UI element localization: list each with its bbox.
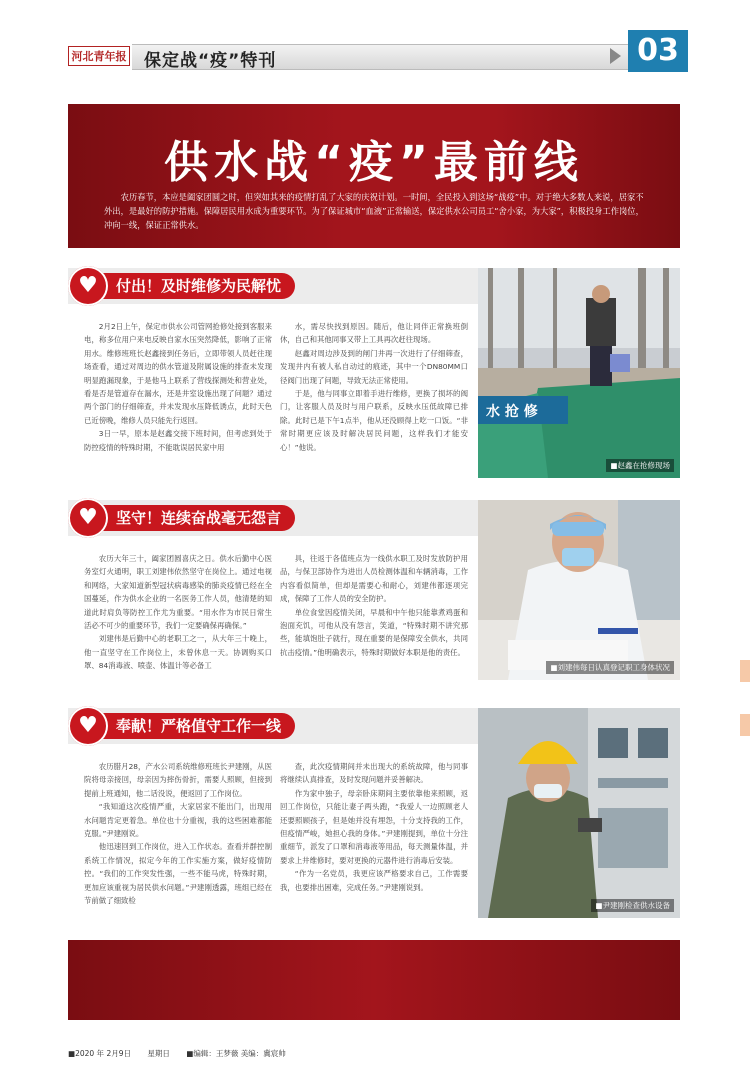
heart-icon: ♥ (68, 706, 108, 746)
article-column (84, 760, 272, 907)
article-column (84, 552, 272, 673)
photo-repair-site (478, 268, 680, 478)
paragraph: 具，往返于各值班点为一线供水职工及时发放防护用品，与保卫部协作为进出人员检测体温和车辆消毒，工作内容看似简单，但却是需要心和耐心，刘建伟都逐项完成，保障了工作人员的安全防护。 (280, 554, 468, 604)
side-tab (740, 660, 750, 682)
paragraph: “我知道这次疫情严重，大家居家不能出门，出现用水问题肯定更着急。单位也十分重视，我的这些困难都能克服。”尹建刚说。 (84, 802, 272, 839)
section-heading: 坚守！连续奋战毫无怨言 (88, 505, 295, 531)
page-number: 03 (628, 30, 688, 72)
photo-caption: ■尹建刚检查供水设备 (591, 899, 674, 912)
heart-icon: ♥ (68, 266, 108, 306)
paragraph: 刘建伟是后勤中心的老职工之一，从大年三十晚上，他一直坚守在工作岗位上，未曾休息一天。协调购买口罩、84消毒液、喷壶、体温计等必备工 (84, 634, 272, 671)
article-column (280, 552, 468, 659)
lead-paragraph: 农历春节，本应是阖家团圆之时，但突如其来的疫情打乱了大家的庆祝计划。一时间，全民投入到这场“战疫”中。对于绝大多数人来说，居家不外出，是最好的防护措施。保障居民用水成为重要环节。为了保证城市“血液”正常输送，保定供水公司员工“舍小家，为大家”，积极投身工作岗位，冲向一线，保证正常供水。 (104, 192, 644, 230)
page-header (68, 33, 680, 71)
photo-caption: ■赵鑫在抢修现场 (606, 459, 674, 472)
paragraph: 单位食堂因疫情关闭，早晨和中午他只能靠煮鸡蛋和泡面充饥，可他从没有怨言，笑道，“特殊时期不讲究那些，能填饱肚子就行，现在重要的是保障安全供水，共同抗击疫情。”他明确表示，特殊时期做好本职是他的责任。 (280, 607, 468, 657)
section-heading: 奉献！严格值守工作一线 (88, 713, 295, 739)
photo-caption: ■刘建伟每日认真登记职工身体状况 (546, 661, 674, 674)
paragraph: 他迅速回到工作岗位，进入工作状态。查看并群控制系统工作情况，拟定今年的工作实施方案，做好疫情防控。“我们的工作突发性强，一些不能马虎，特殊时期，更加应该重视为居民供水问题。”尹建刚透露，班组已经在节前做了细致检 (84, 842, 272, 906)
section-title: 保定战“疫”特刊 (144, 51, 277, 71)
heart-icon: ♥ (68, 498, 108, 538)
footer-weekday: 星期日 (147, 1049, 170, 1058)
bottom-banner (68, 940, 680, 1020)
arrow-right-icon (610, 48, 621, 64)
paragraph: 水，需尽快找到原因。随后，他让同伴正常换班倒休，自己和其他同事又带上工具再次赶往现场。 (280, 322, 468, 345)
footer-date: ■2020 年 2月9日 (68, 1049, 131, 1058)
photo-illustration (478, 708, 680, 918)
photo-illustration (478, 500, 680, 680)
paragraph: “作为一名党员，我更应该严格要求自己，工作需要我，也要排出困难，完成任务。”尹建刚说到。 (280, 869, 468, 892)
paragraph: 于是，他与同事立即着手进行维修，更换了损坏的阀门，让客服人员及时与用户联系，反映水压低故障已排除。此时已是下午1点半，他从还没顾得上吃一口饭。“非常时期更应该及时解决居民问题，这样我们才能安心！”他说。 (280, 389, 468, 452)
headline: 供水战“疫”最前线 (164, 137, 584, 188)
photo-medical-staff (478, 500, 680, 680)
svg-text:水 抢 修: 水 抢 修 (486, 404, 538, 420)
article-column (280, 760, 468, 894)
paragraph: 农历大年三十，阖家团圆喜庆之日。供水后勤中心医务室灯火通明，职工刘建伟依然坚守在岗位上。通过电视和网络，大家知道新型冠状病毒感染的肺炎疫情已经在全国蔓延，作为供水企业的一名医务工作人员，他清楚的知道此时肩负等防控工作尤为重要。“用水作为市民日常生活必不可少的重要环节，我们一定要确保再确保。” (84, 554, 272, 631)
article-column (84, 320, 272, 454)
page-footer (68, 1048, 300, 1059)
paragraph: 3日一早，原本是赵鑫交接下班时间，但考虑到处于防控疫情的特殊时期，不能耽误居民家中用 (84, 429, 272, 452)
newspaper-logo: 河北青年报 (68, 46, 130, 66)
paragraph: 查，此次疫情期间并未出现大的系统故障，他与同事将继续认真排查，及时发现问题并妥善解决。 (280, 762, 468, 785)
paragraph: 农历腊月28，产水公司系统维修班班长尹建刚，从医院将母亲接回，母亲因为摔伤骨折，需要人照顾，但接到提前上班通知，他二话没说，便返回了工作岗位。 (84, 762, 272, 798)
headline-banner (68, 104, 680, 248)
section-heading: 付出！及时维修为民解忧 (88, 273, 295, 299)
footer-editors: ■编辑：王梦薇 美编：冀宸帅 (186, 1049, 286, 1058)
photo-illustration (478, 268, 680, 478)
paragraph: 作为家中独子，母亲卧床期间主要依靠他来照顾，返回工作岗位，只能让妻子两头跑，“我爱人一边照顾老人还要照顾孩子，但是她并没有埋怨，十分支持我的工作，但疫情严峻，她担心我的身体。”尹建刚提到，单位十分注重细节，派发了口罩和消毒液等用品，每天测量体温，并要求上井维修时，要对更换的元器件进行消毒后安装。 (280, 788, 468, 865)
photo-equipment-check (478, 708, 680, 918)
paragraph: 赵鑫对周边涉及到的闸门井再一次进行了仔细筛查，发现井内有被人私自动过的痕迹，其中一个DN80MM口径阀门出现了问题，导致无法正常使用。 (280, 348, 468, 385)
article-column (280, 320, 468, 454)
side-tab (740, 714, 750, 736)
paragraph: 2月2日上午，保定市供水公司管网抢修处接到客服来电，称多位用户来电反映自家水压突然降低，影响了正常用水。维修班班长赵鑫接到任务后，立即带领人员赶往现场查看，通过对周边的供水管道及附属设施的排查未发现明显跑漏现象，于是他马上联系了营线探测处和营业处，看是否是管道存在漏水，还是井室设施出现了问题？通过两个部门的仔细筛查，并未发现水压降低诱点，此时天色已近傍晚，维修人员只能先行返回。 (84, 322, 272, 425)
